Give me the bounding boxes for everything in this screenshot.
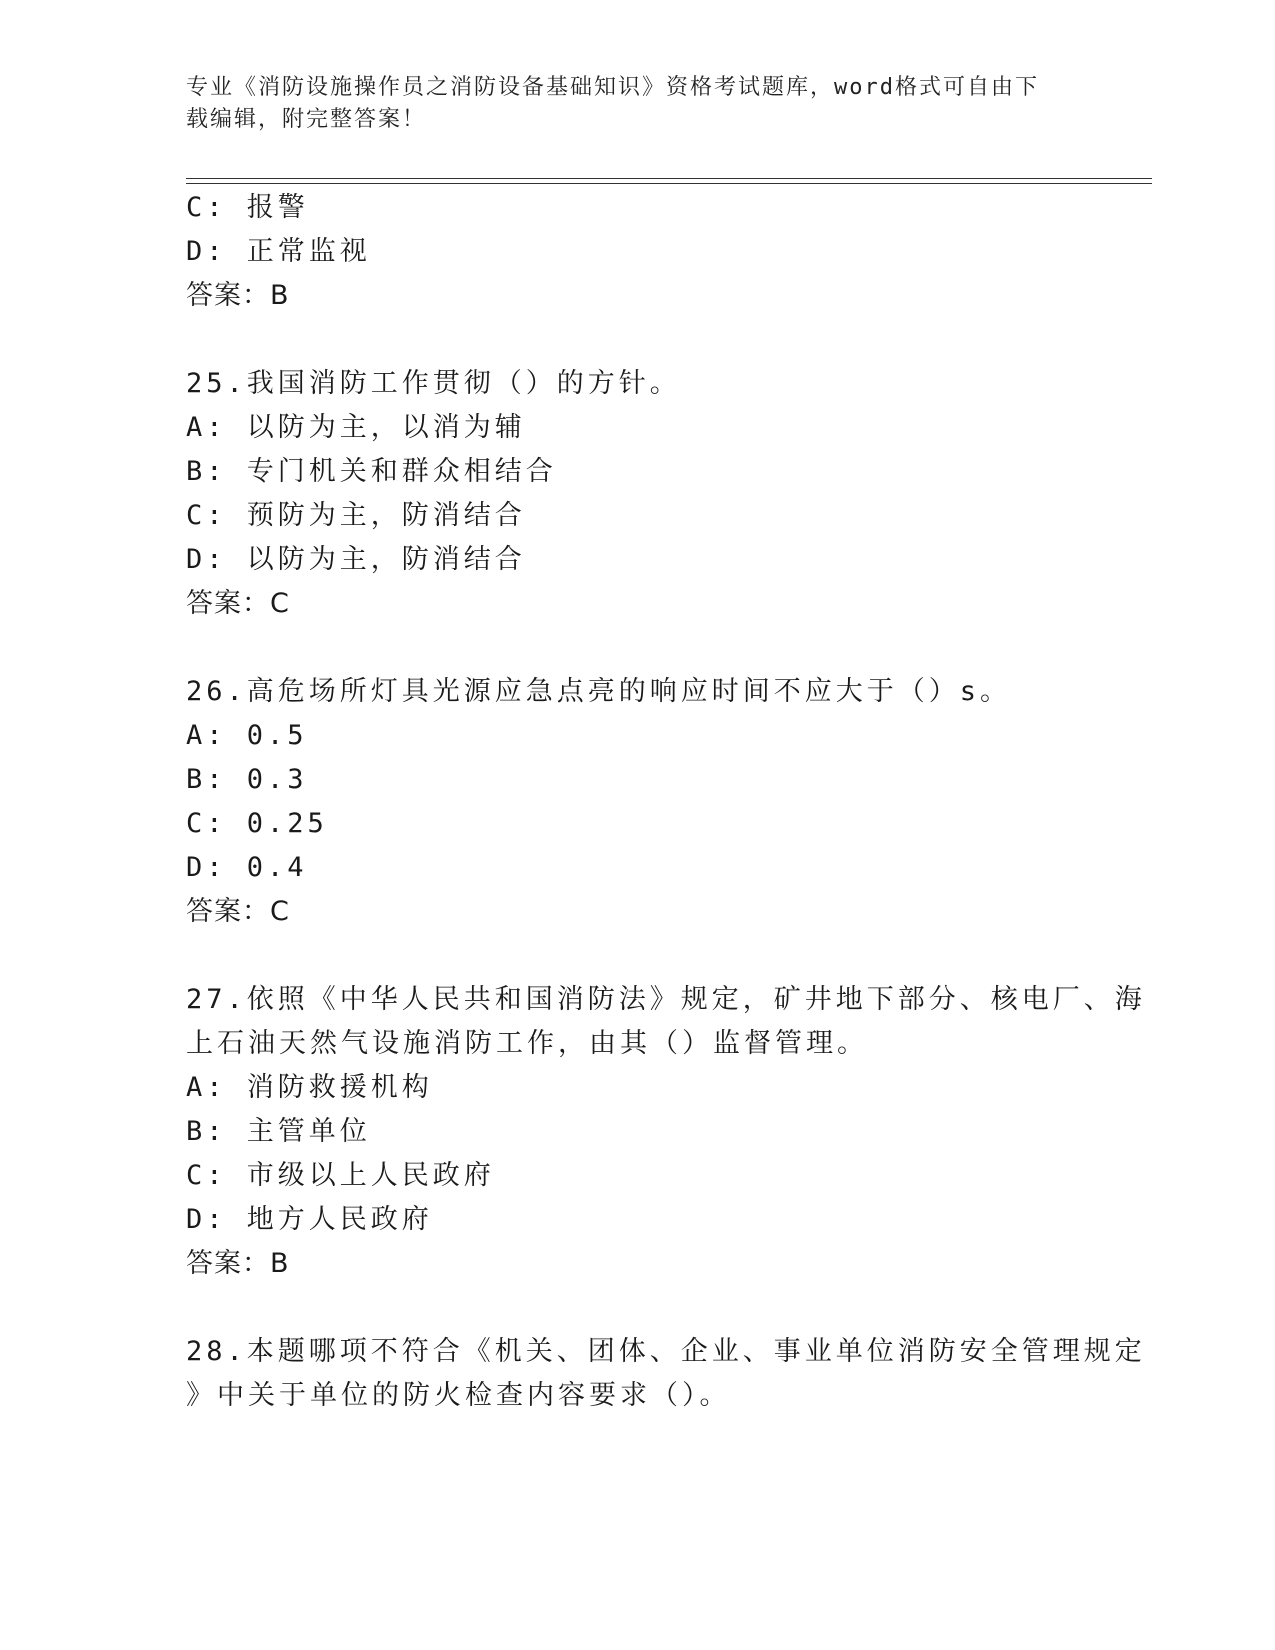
- q27-stem-line-2: 上石油天然气设施消防工作，由其（）监督管理。: [186, 1028, 868, 1059]
- q26-stem: 26.高危场所灯具光源应急点亮的响应时间不应大于（）s。: [186, 676, 1012, 707]
- q27-option-b: B: 主管单位: [186, 1116, 371, 1147]
- header-divider-bottom: [186, 183, 1152, 184]
- q26-option-c: C: 0.25: [186, 808, 328, 839]
- q25-option-c: C: 预防为主，防消结合: [186, 500, 526, 531]
- q24-answer: 答案：B: [186, 280, 290, 311]
- q27-option-d: D: 地方人民政府: [186, 1204, 433, 1235]
- q27-stem-line-1: 27.依照《中华人民共和国消防法》规定，矿井地下部分、核电厂、海: [186, 984, 1146, 1015]
- q24-option-c: C: 报警: [186, 192, 309, 223]
- header-line-1: 专业《消防设施操作员之消防设备基础知识》资格考试题库，word格式可自由下: [186, 75, 1039, 100]
- q24-option-d: D: 正常监视: [186, 236, 371, 267]
- header-divider-top: [186, 178, 1152, 179]
- q25-option-b: B: 专门机关和群众相结合: [186, 456, 557, 487]
- q28-stem-line-2: 》中关于单位的防火检查内容要求（）。: [186, 1380, 731, 1411]
- q26-option-b: B: 0.3: [186, 764, 308, 795]
- q27-option-c: C: 市级以上人民政府: [186, 1160, 495, 1191]
- q27-option-a: A: 消防救援机构: [186, 1072, 433, 1103]
- q26-answer: 答案：C: [186, 896, 290, 927]
- q28-stem-line-1: 28.本题哪项不符合《机关、团体、企业、事业单位消防安全管理规定: [186, 1336, 1146, 1367]
- q25-answer: 答案：C: [186, 588, 290, 619]
- document-header: [186, 72, 1066, 136]
- q26-option-d: D: 0.4: [186, 852, 308, 883]
- q25-stem: 25.我国消防工作贯彻（）的方针。: [186, 368, 681, 399]
- q25-option-a: A: 以防为主，以消为辅: [186, 412, 526, 443]
- q25-option-d: D: 以防为主，防消结合: [186, 544, 526, 575]
- header-line-2: 载编辑，附完整答案！: [186, 107, 427, 132]
- q27-answer: 答案：B: [186, 1248, 290, 1279]
- q26-option-a: A: 0.5: [186, 720, 308, 751]
